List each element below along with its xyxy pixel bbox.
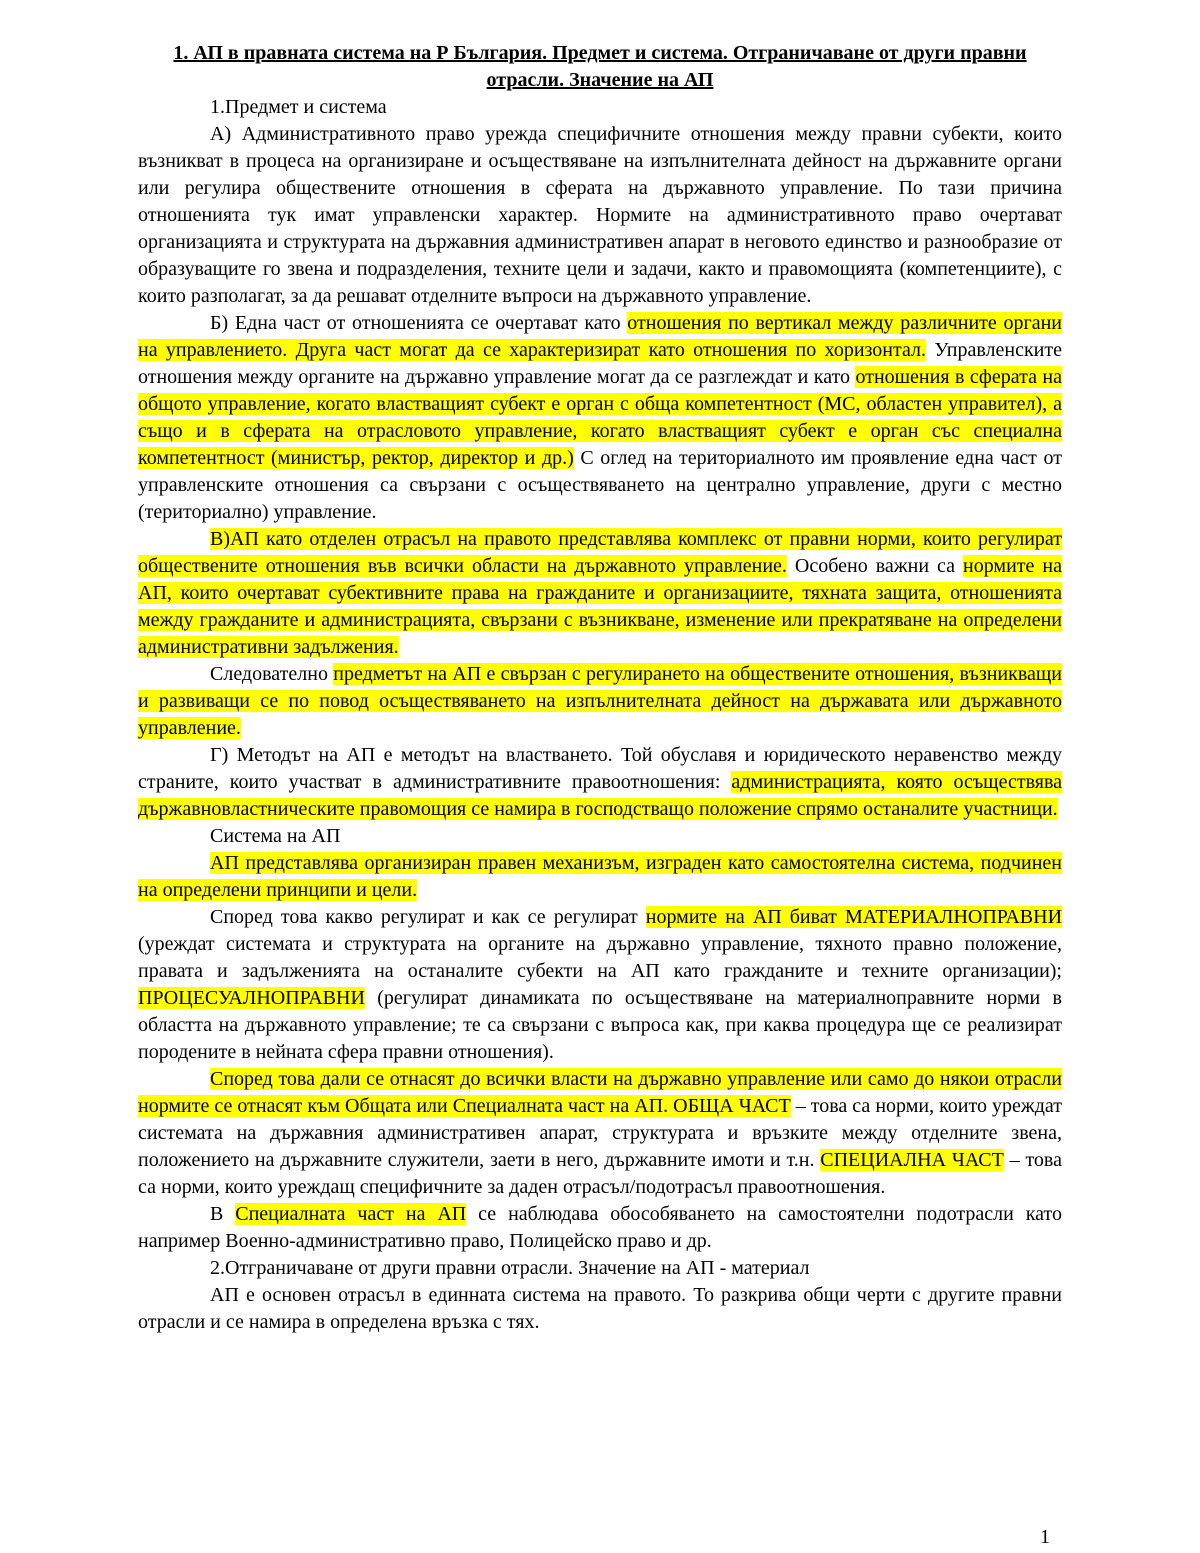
paragraph	[138, 1201, 1062, 1255]
text-segment: – това са норми, които уреждащ специфичните за даден отрасъл/подотрасъл правоотношения.	[138, 1149, 1062, 1198]
text-segment: АП е основен отрасъл в единната система на правото. То разкрива общи черти с другите правни отрасли и се намира в определена връзка с тях.	[138, 1284, 1062, 1333]
highlighted-text: нормите на АП биват МАТЕРИАЛНОПРАВНИ	[645, 906, 1063, 928]
highlighted-text: Специалната част на АП	[235, 1203, 467, 1225]
highlighted-text: СПЕЦИАЛНА ЧАСТ	[820, 1149, 1004, 1171]
paragraph	[138, 121, 1062, 310]
paragraph	[138, 1282, 1062, 1336]
paragraph	[138, 94, 1062, 121]
paragraph	[138, 1255, 1062, 1282]
text-segment: А) Административното право урежда специфичните отношения между правни субекти, които възникват в процеса на организиране и осъществяване на изпълнителната дейност на държавните органи или регулира обществените отношения в сферата на държавното управление. По тази причина отношенията тук имат управленски характер. Нормите на административното право очертават организацията и структурата на държавния административен апарат в неговото единство и разнообразие от образуващите го звена и подразделения, техните цели и задачи, както и правомощията (компетенциите), с които разполагат, за да решават отделните въпроси на държавното управление.	[138, 123, 1062, 307]
text-segment: Б) Една част от отношенията се очертават като	[210, 312, 628, 334]
paragraph	[138, 526, 1062, 661]
text-segment: В	[210, 1203, 236, 1225]
paragraph	[138, 661, 1062, 742]
highlighted-text: Според това дали се отнасят до всички власти на държавно управление или само до някои отрасли нормите се отнасят към Общата или Специалната част на АП. ОБЩА ЧАСТ	[138, 1068, 1062, 1117]
text-segment: (регулират динамиката по осъществяване на материалноправните норми в областта на държавното управление; те са свързани с въпроса как, при каква процедура ще се реализират породените в нейната сфера правни отношения).	[138, 987, 1062, 1063]
paragraph-list	[138, 94, 1062, 1336]
text-segment: Следователно	[210, 663, 334, 685]
text-segment: се наблюдава обособяването на самостоятелни подотрасли като например Военно-административно право, Полицейско право и др.	[138, 1203, 1063, 1252]
text-segment: Според това какво регулират и как се регулират	[210, 906, 646, 928]
paragraph	[138, 850, 1062, 904]
highlighted-text: предметът на АП е свързан с регулирането на обществените отношения, възникващи и развиващи се по повод осъществяването на изпълнителната дейност на държавата или държавното управление.	[138, 663, 1063, 739]
paragraph	[138, 904, 1062, 1066]
text-segment: Особено важни са	[786, 555, 964, 577]
text-segment: Г) Методът на АП е методът на властването. Той обуславя и юридическото неравенство между страните, които участват в административните правоотношения:	[138, 744, 1062, 793]
highlighted-text: ПРОЦЕСУАЛНОПРАВНИ	[138, 987, 365, 1009]
text-segment: С оглед на териториалното им проявление една част от управленските отношения са свързани с осъществяването на централно управление, други с местно (териториално) управление.	[138, 447, 1062, 523]
text-segment: (уреждат системата и структурата на органите на държавно управление, тяхното правно положение, правата и задълженията на останалите субекти на АП като гражданите и техните организации);	[138, 933, 1062, 982]
paragraph	[138, 310, 1062, 526]
text-segment: 1.Предмет и система	[210, 96, 387, 118]
document-title: 1. АП в правната система на Р България. Предмет и система. Отграничаване от други правни отрасли. Значение на АП	[173, 42, 1027, 91]
document-body	[138, 40, 1062, 1336]
paragraph	[138, 823, 1062, 850]
paragraph	[138, 742, 1062, 823]
highlighted-text: отношения по вертикал между различните органи на управлението. Друга част могат да се характеризират като отношения по хоризонтал.	[138, 312, 1062, 361]
text-segment: 2.Отграничаване от други правни отрасли. Значение на АП - материал	[210, 1257, 810, 1279]
text-segment: Система на АП	[210, 825, 341, 847]
page-number: 1	[1040, 1526, 1050, 1548]
text-segment: Управленските отношения между органите на държавно управление могат да се разглеждат и като	[138, 339, 1062, 388]
highlighted-text: АП представлява организиран правен механизъм, изграден като самостоятелна система, подчинен на определени принципи и цели.	[138, 852, 1062, 901]
paragraph	[138, 1066, 1062, 1201]
text-segment: – това са норми, които уреждат системата на държавния административен апарат, структурата и връзките между отделните звена, положението на държавните служители, заети в него, държавните имоти и т.н.	[138, 1095, 1062, 1171]
highlighted-text: нормите на АП, които очертават субективните права на гражданите и организациите, тяхната защита, отношенията между гражданите и администрацията, свързани с възникване, изменение или прекратяване на определени административни задължения.	[138, 555, 1062, 658]
highlighted-text: администрацията, която осъществява държавновластническите правомощия се намира в господстващо положение спрямо останалите участници.	[138, 771, 1062, 820]
highlighted-text: В)АП като отделен отрасъл на правото представлява комплекс от правни норми, които регулират обществените отношения във всички области на държавното управление.	[138, 528, 1062, 577]
highlighted-text: отношения в сферата на общото управление, когато властващият субект е орган с обща компетентност (МС, областен управител), а също и в сферата на отрасловото управление, когато властващият субект е орган със специална компетентност (министър, ректор, директор и др.)	[138, 366, 1062, 469]
